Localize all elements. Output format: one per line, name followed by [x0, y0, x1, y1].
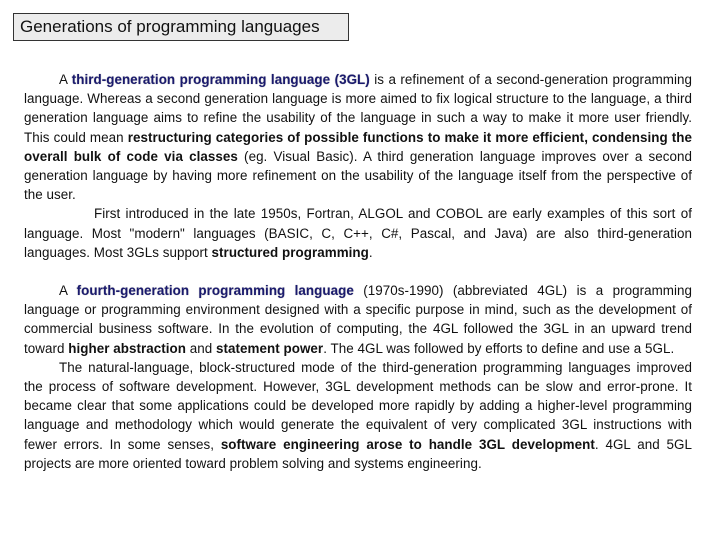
emphasis-text: structured programming	[211, 244, 369, 260]
fourth-generation-term: fourth-generation programming language	[76, 283, 354, 299]
slide-title: Generations of programming languages	[13, 13, 349, 41]
emphasis-text: software engineering arose to handle 3GL development	[220, 436, 595, 452]
third-generation-term: third-generation programming language (3GL)	[71, 72, 370, 87]
paragraph-3gl-examples: First introduced in the late 1950s, Fortran, ALGOL and COBOL are early examples of this sort of language. Most "modern" languages (BASIC, C, C++, C#, Pascal, and Java) are also third-generation languages. Most 3GLs support structured programming.	[24, 206, 692, 260]
slide-body	[24, 70, 692, 473]
paragraph-3gl-intro: A third-generation programming language (3GL) is a refinement of a second-generation programming language. Whereas a second generation language is more aimed to fix logical structure to the language, a third generation language aims to refine the usability of the language in such a way to make it more user friendly. This could mean restructuring categories of possible functions to make it more efficient, condensing the overall bulk of code via classes (eg. Visual Basic). A third generation language improves over a second generation language by having more refinement on the usability of the language itself from the perspective of the user.	[24, 72, 692, 203]
emphasis-text: statement power	[216, 340, 324, 356]
paragraph-4gl-intro: A fourth-generation programming language (1970s-1990) (abbreviated 4GL) is a programming language or programming environment designed with a specific purpose in mind, such as the development of commercial business software. In the evolution of computing, the 4GL followed the 3GL in an upward trend toward higher abstraction and statement power. The 4GL was followed by efforts to define and use a 5GL.	[24, 283, 693, 356]
paragraph-natural-language: The natural-language, block-structured mode of the third-generation programming languages improved the process of software development. However, 3GL development methods can be slow and error-prone. It became clear that some applications could be developed more rapidly by adding a higher-level programming language and methodology which would generate the equivalent of very complicated 3GL instructions with fewer errors. In some senses, software engineering arose to handle 3GL development. 4GL and 5GL projects are more oriented toward problem solving and systems engineering.	[24, 359, 692, 471]
emphasis-text: higher abstraction	[68, 340, 186, 356]
emphasis-text: restructuring categories of possible functions to make it more efficient, condensing the overall bulk of code via classes	[24, 129, 692, 164]
